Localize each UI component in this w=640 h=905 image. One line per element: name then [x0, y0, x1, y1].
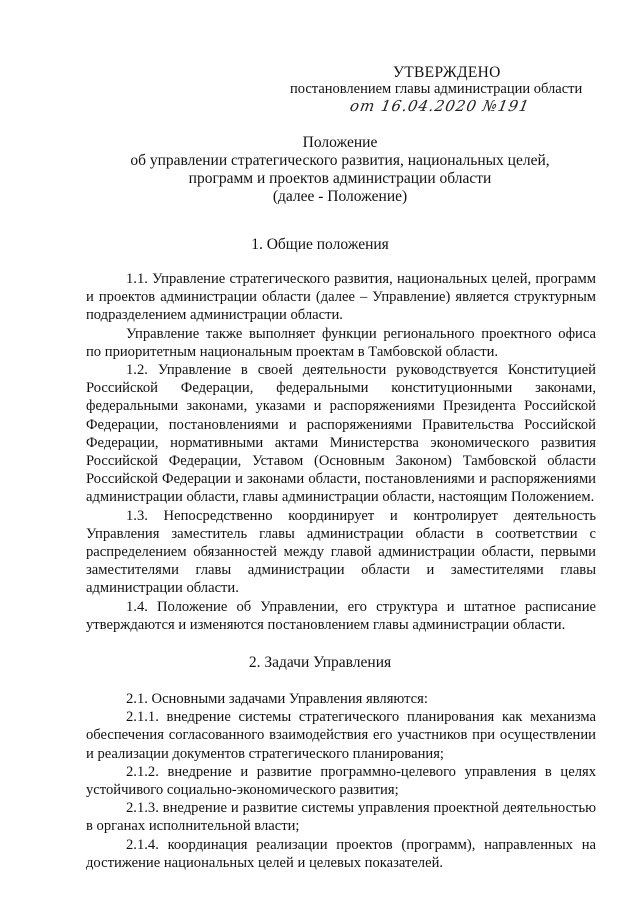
paragraph: 2.1.1. внедрение системы стратегического планирования как механизма обеспечения согласованного взаимодействия его участников при осуществлении и реализации документов стратегического планирования;	[86, 709, 596, 762]
title-line-4: (далее - Положение)	[272, 188, 408, 205]
section-2-body	[86, 690, 596, 872]
paragraph: 2.1. Основными задачами Управления являются:	[126, 691, 428, 707]
approval-block	[290, 64, 600, 115]
handwritten-date-number: от 16.04.2020 №191	[348, 97, 532, 115]
title-line-3: программ и проектов администрации области	[188, 170, 492, 187]
paragraph: 2.1.4. координация реализации проектов (программ), направленных на достижение национальных целей и целевых показателей.	[86, 836, 596, 871]
title-line-1: Положение	[302, 134, 378, 151]
section-1-body	[86, 270, 596, 634]
approval-heading: УТВЕРЖДЕНО	[393, 64, 501, 81]
paragraph: 1.1. Управление стратегического развития, национальных целей, программ и проектов администрации области (далее – Управление) является структурным подразделением администрации области.	[86, 271, 596, 324]
paragraph: 1.2. Управление в своей деятельности руководствуется Конституцией Российской Федерации, федеральными конституционными законами, федеральными законами, указами и распоряжениями Президента Российской Федерации, постановлениями и распоряжениями Правительства Российской Федерации, нормативными актами Министерства экономического развития Российской Федерации, Уставом (Основным Законом) Тамбовской области Российской Федерации и законами области, постановлениями и распоряжениями администрации области, главы администрации области, настоящим Положением.	[86, 362, 596, 506]
paragraph: Управление также выполняет функции регионального проектного офиса по приоритетным национальным проектам в Тамбовской области.	[86, 325, 596, 360]
document-title	[90, 134, 590, 206]
title-line-2: об управлении стратегического развития, национальных целей,	[130, 152, 550, 169]
section-2-heading: 2. Задачи Управления	[248, 654, 392, 671]
paragraph: 2.1.3. внедрение и развитие системы управления проектной деятельностью в органах исполнительной власти;	[86, 800, 596, 835]
paragraph: 2.1.2. внедрение и развитие программно-целевого управления в целях устойчивого социально-экономического развития;	[86, 763, 596, 799]
section-1-heading: 1. Общие положения	[251, 236, 389, 253]
paragraph: 1.4. Положение об Управлении, его структура и штатное расписание утверждаются и изменяются постановлением главы администрации области.	[86, 598, 596, 633]
paragraph: 1.3. Непосредственно координирует и контролирует деятельность Управления заместитель главы администрации области в соответствии с распределением обязанностей между главой администрации области, первыми заместителями главы администрации области и заместителями главы администрации области.	[86, 507, 596, 597]
approval-line: постановлением главы администрации области	[290, 81, 583, 97]
